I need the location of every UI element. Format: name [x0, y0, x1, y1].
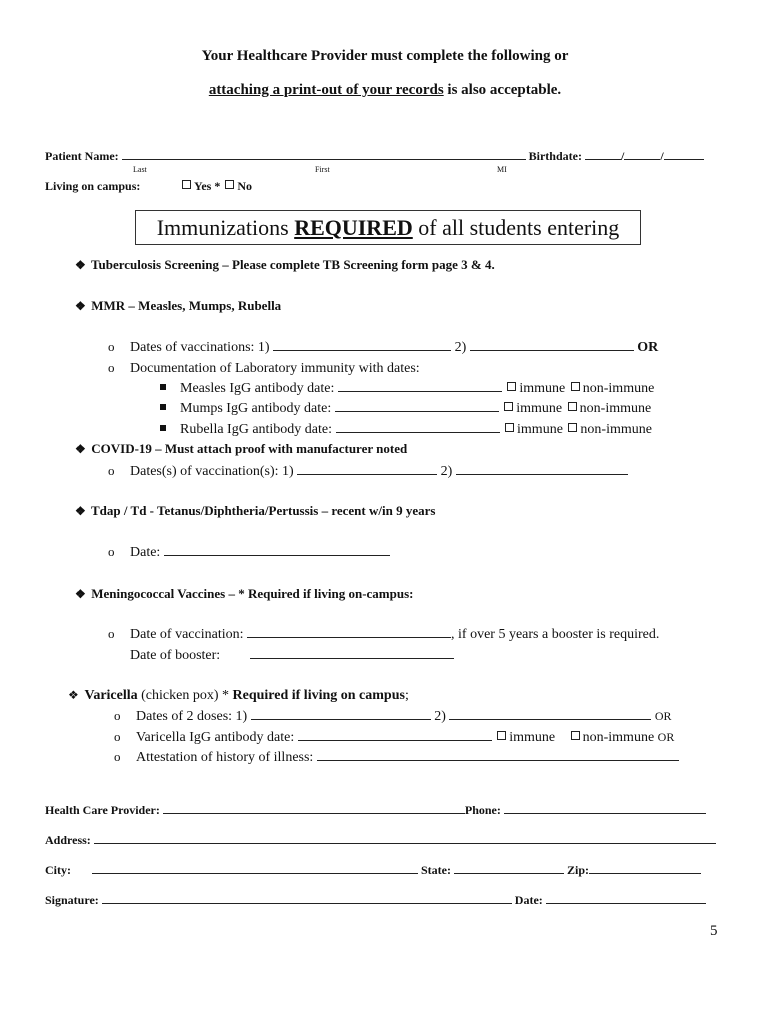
- square-bullet-icon: [160, 404, 166, 410]
- square-bullet-icon: [160, 425, 166, 431]
- mening-heading-text: Meningococcal Vaccines – * Required if living on-campus:: [91, 586, 414, 601]
- covid-dates-label: Dates(s) of vaccination(s): 1): [130, 464, 294, 479]
- circle-bullet-icon: o: [108, 544, 115, 559]
- circle-bullet-icon: o: [108, 626, 115, 641]
- city-field[interactable]: [92, 862, 418, 874]
- mmr-or-label: OR: [637, 340, 659, 355]
- varicella-heading: [68, 688, 409, 704]
- circle-bullet-icon: o: [108, 360, 115, 375]
- yes-label: Yes *: [194, 179, 221, 193]
- mmr-dates-2-label: 2): [454, 340, 467, 355]
- rubella-non-immune-checkbox[interactable]: [568, 423, 577, 432]
- birthdate-month-field[interactable]: [585, 148, 621, 160]
- diamond-bullet-icon: ❖: [68, 688, 79, 702]
- covid-date-2-field[interactable]: [456, 463, 628, 475]
- varicella-igg-row: [114, 729, 674, 746]
- diamond-bullet-icon: ❖: [75, 587, 86, 601]
- non-immune-label: non-immune: [580, 422, 652, 437]
- covid-date-1-field[interactable]: [297, 463, 437, 475]
- covid-heading: [75, 441, 407, 457]
- rubella-immune-checkbox[interactable]: [505, 423, 514, 432]
- mmr-measles-row: [160, 380, 654, 397]
- varicella-heading-required: Required if living on campus: [232, 688, 405, 703]
- no-label: No: [237, 179, 253, 193]
- hcp-label: Health Care Provider:: [45, 803, 160, 817]
- sub-label-mi: MI: [497, 165, 507, 174]
- circle-bullet-icon: o: [108, 463, 115, 478]
- phone-field[interactable]: [504, 802, 706, 814]
- varicella-or-2-label: OR: [657, 730, 675, 744]
- tdap-heading: [75, 503, 435, 519]
- rubella-date-field[interactable]: [336, 421, 500, 433]
- diamond-bullet-icon: ❖: [75, 258, 86, 272]
- diamond-bullet-icon: ❖: [75, 442, 86, 456]
- varicella-doses-row: [114, 708, 672, 725]
- immunizations-title-box: [135, 210, 641, 245]
- patient-name-label: Patient Name:: [45, 149, 119, 163]
- mmr-date-1-field[interactable]: [273, 339, 451, 351]
- mmr-dates-row: [108, 339, 658, 356]
- non-immune-label: non-immune: [582, 730, 655, 745]
- varicella-igg-label: Varicella IgG antibody date:: [136, 730, 295, 745]
- birthdate-year-field[interactable]: [664, 148, 704, 160]
- immune-label: immune: [517, 422, 563, 437]
- varicella-dose-1-field[interactable]: [251, 708, 431, 720]
- rubella-label: Rubella IgG antibody date:: [180, 422, 333, 437]
- measles-date-field[interactable]: [338, 380, 502, 392]
- header-line-1: Your Healthcare Provider must complete the following or: [201, 48, 569, 64]
- signature-row: [45, 892, 706, 908]
- hcp-row: [45, 802, 706, 818]
- page-number: 5: [710, 923, 718, 939]
- birthdate-label: Birthdate:: [528, 149, 582, 163]
- varicella-or-label: OR: [654, 709, 672, 723]
- mening-heading: [75, 586, 413, 602]
- mumps-non-immune-checkbox[interactable]: [568, 402, 577, 411]
- birthdate-day-field[interactable]: [624, 148, 660, 160]
- varicella-heading-end: ;: [404, 688, 409, 703]
- tdap-heading-text: Tdap / Td - Tetanus/Diphtheria/Pertussis – recent w/in 9 years: [91, 503, 436, 518]
- tb-section: [75, 257, 495, 273]
- mening-booster-row: [130, 647, 454, 664]
- sub-label-last: Last: [133, 165, 147, 174]
- varicella-dose-2-field[interactable]: [449, 708, 651, 720]
- mmr-heading: [75, 298, 281, 314]
- tdap-date-row: [108, 544, 390, 561]
- covid-heading-text: COVID-19 – Must attach proof with manufacturer noted: [91, 441, 408, 456]
- mumps-immune-checkbox[interactable]: [504, 402, 513, 411]
- signature-field[interactable]: [102, 892, 512, 904]
- circle-bullet-icon: o: [108, 339, 115, 354]
- header-line-2: [0, 82, 770, 99]
- state-field[interactable]: [454, 862, 564, 874]
- yes-checkbox[interactable]: [182, 180, 191, 189]
- measles-label: Measles IgG antibody date:: [180, 381, 335, 396]
- covid-dates-2-label: 2): [440, 464, 453, 479]
- varicella-heading-plain: (chicken pox) *: [137, 688, 233, 703]
- immune-label: immune: [519, 381, 566, 396]
- address-field[interactable]: [94, 832, 716, 844]
- varicella-attest-row: [114, 749, 679, 766]
- title-pre: Immunizations: [156, 215, 295, 240]
- patient-name-row: [45, 148, 704, 164]
- mmr-date-2-field[interactable]: [470, 339, 634, 351]
- provider-date-label: Date:: [514, 893, 543, 907]
- mmr-heading-text: MMR – Measles, Mumps, Rubella: [91, 298, 282, 313]
- tdap-date-field[interactable]: [164, 544, 390, 556]
- circle-bullet-icon: o: [114, 749, 121, 764]
- living-on-campus-options: [180, 179, 252, 194]
- address-row: [45, 832, 716, 848]
- immune-label: immune: [509, 730, 556, 745]
- mumps-label: Mumps IgG antibody date:: [180, 401, 332, 416]
- circle-bullet-icon: o: [114, 708, 121, 723]
- mening-vacc-date-field[interactable]: [247, 626, 451, 638]
- sub-label-first: First: [315, 165, 330, 174]
- address-label: Address:: [45, 833, 91, 847]
- varicella-attest-label: Attestation of history of illness:: [136, 750, 314, 765]
- immune-label: immune: [516, 401, 563, 416]
- mening-vacc-label: Date of vaccination:: [130, 627, 244, 642]
- tb-text: Tuberculosis Screening – Please complete TB Screening form page 3 & 4.: [91, 257, 495, 272]
- mumps-date-field[interactable]: [335, 400, 499, 412]
- birthdate-slash: /: [660, 149, 664, 163]
- header-underlined-text: attaching a print-out of your records: [208, 82, 444, 98]
- covid-dates-row: [108, 463, 628, 480]
- measles-immune-checkbox[interactable]: [507, 382, 516, 391]
- mmr-doc-row: [108, 360, 420, 377]
- mening-vacc-note: , if over 5 years a booster is required.: [451, 627, 660, 642]
- mmr-rubella-row: [160, 421, 652, 438]
- title-required: REQUIRED: [294, 215, 413, 240]
- measles-non-immune-checkbox[interactable]: [571, 382, 580, 391]
- varicella-attest-field[interactable]: [317, 749, 679, 761]
- state-label: State:: [421, 863, 451, 877]
- non-immune-label: non-immune: [582, 381, 655, 396]
- city-label: City:: [45, 863, 71, 877]
- varicella-doses-label: Dates of 2 doses: 1): [136, 709, 248, 724]
- provider-date-field[interactable]: [546, 892, 706, 904]
- mening-vacc-row: [108, 626, 659, 643]
- city-row: [45, 862, 701, 878]
- mmr-mumps-row: [160, 400, 651, 417]
- birthdate-slash: /: [620, 149, 625, 163]
- hcp-field[interactable]: [163, 802, 465, 814]
- living-on-campus-label: Living on campus:: [45, 179, 141, 193]
- zip-field[interactable]: [589, 862, 701, 874]
- signature-label: Signature:: [45, 893, 99, 907]
- varicella-doses-2-label: 2): [434, 709, 446, 724]
- mening-booster-date-field[interactable]: [250, 647, 454, 659]
- varicella-igg-date-field[interactable]: [298, 729, 492, 741]
- mening-booster-label: Date of booster:: [130, 648, 221, 663]
- no-checkbox[interactable]: [225, 180, 234, 189]
- diamond-bullet-icon: ❖: [75, 504, 86, 518]
- header-rest-text: is also acceptable.: [443, 82, 562, 98]
- mmr-dates-label: Dates of vaccinations: 1): [130, 340, 270, 355]
- phone-label: Phone:: [464, 803, 501, 817]
- diamond-bullet-icon: ❖: [75, 299, 86, 313]
- varicella-immune-checkbox[interactable]: [497, 731, 506, 740]
- mmr-doc-label: Documentation of Laboratory immunity with dates:: [130, 361, 420, 376]
- non-immune-label: non-immune: [579, 401, 652, 416]
- varicella-non-immune-checkbox[interactable]: [571, 731, 580, 740]
- title-post: of all students entering: [412, 215, 620, 240]
- square-bullet-icon: [160, 384, 166, 390]
- patient-name-field[interactable]: [122, 148, 526, 160]
- circle-bullet-icon: o: [114, 729, 121, 744]
- varicella-heading-bold: Varicella: [84, 688, 138, 703]
- zip-label: Zip:: [567, 863, 590, 877]
- tdap-date-label: Date:: [130, 545, 161, 560]
